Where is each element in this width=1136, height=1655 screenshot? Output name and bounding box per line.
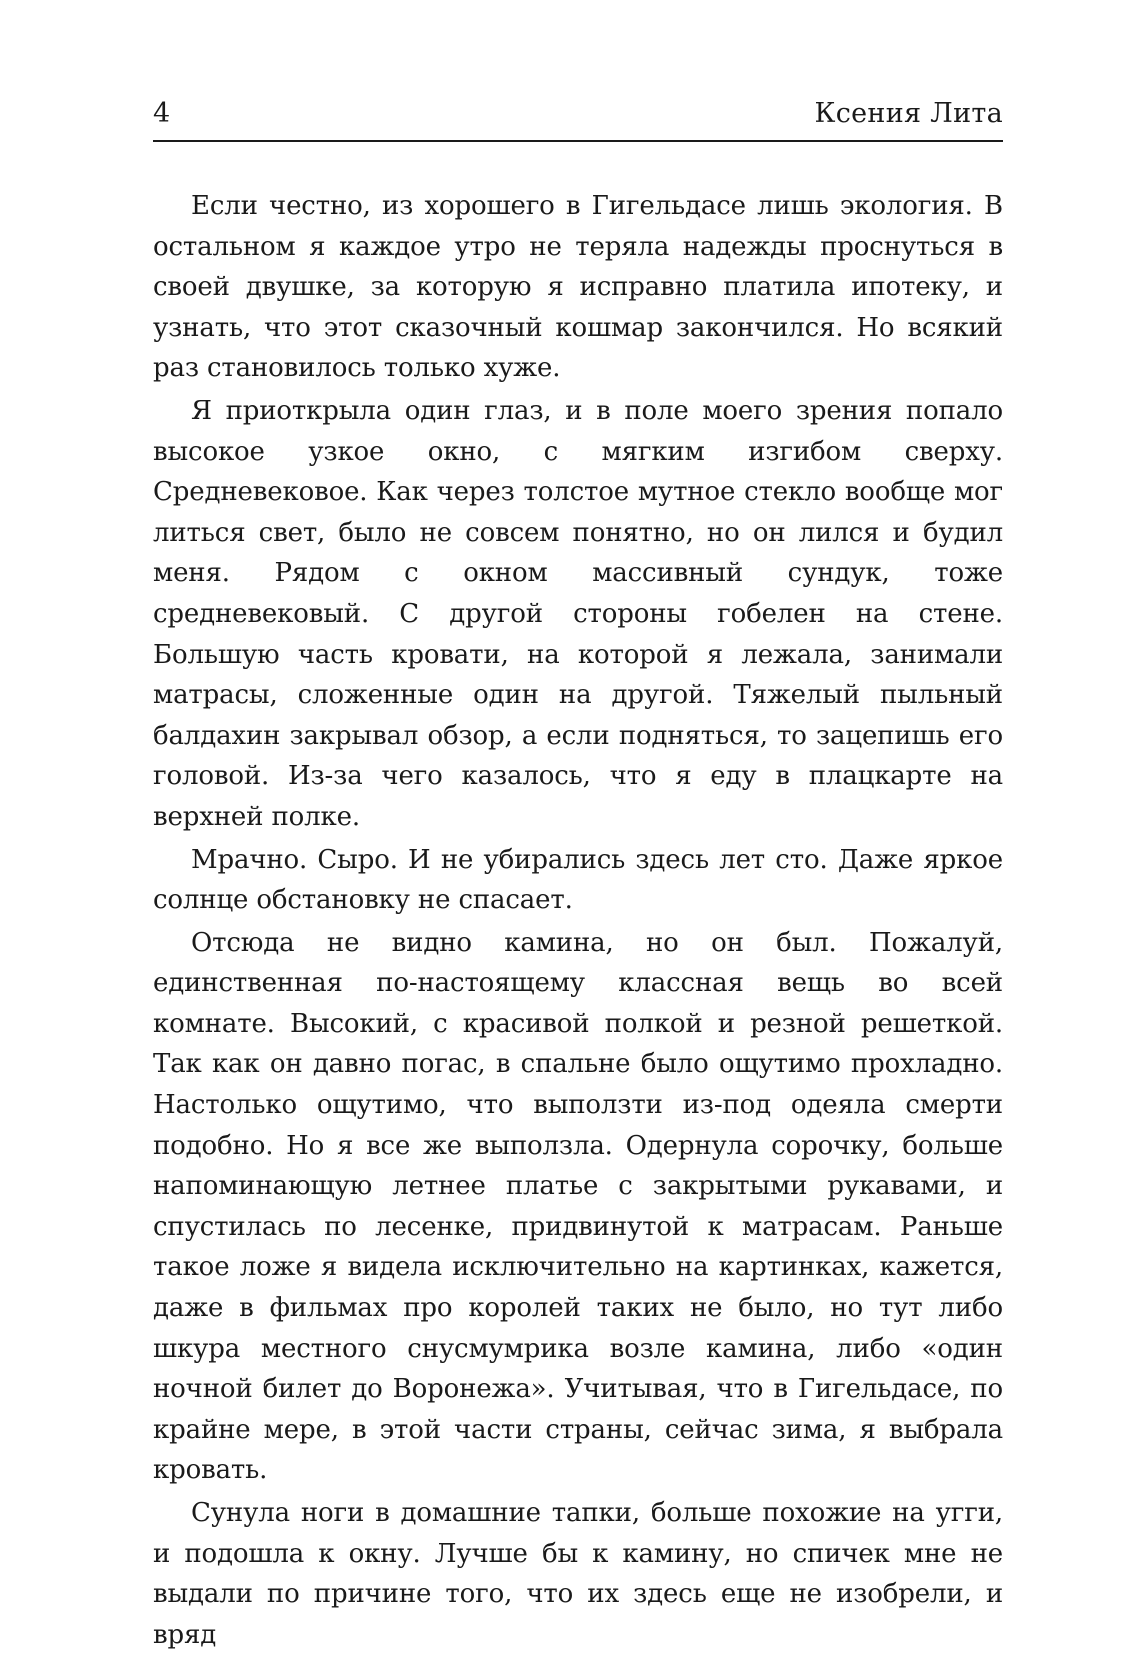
running-head xyxy=(153,96,1003,142)
paragraph-4: Отсюда не видно камина, но он был. Пожалуй, единственная по-настоящему классная вещь во всей комнате. Высокий, с красивой полкой и резной решеткой. Так как он давно погас, в спальне было ощутимо прохладно. Настолько ощутимо, что выползти из-под одеяла смерти подобно. Но я все же выползла. Одернула сорочку, больше напоминающую летнее платье с закрытыми рукавами, и спустилась по лесенке, придвинутой к матрасам. Раньше такое ложе я видела исключительно на картинках, кажется, даже в фильмах про королей таких не было, но тут либо шкура местного снусмумрика возле камина, либо «один ночной билет до Воронежа». Учитывая, что в Гигельдасе, по крайне мере, в этой части страны, сейчас зима, я выбрала кровать. xyxy=(153,927,1003,1486)
paragraph-1: Если честно, из хорошего в Гигельдасе лишь экология. В остальном я каждое утро не теряла надежды проснуться в своей двушке, за которую я исправно платила ипотеку, и узнать, что этот сказочный кошмар закончился. Но всякий раз становилось только хуже. xyxy=(153,191,1003,384)
paragraph-5: Сунула ноги в домашние тапки, больше похожие на угги, и подошла к окну. Лучше бы к камину, но спичек мне не выдали по причине того, что их здесь еще не изобрели, и вряд xyxy=(153,1498,1003,1650)
body-text xyxy=(153,186,1003,1655)
page-number: 4 xyxy=(153,98,171,129)
paragraph-3: Мрачно. Сыро. И не убирались здесь лет сто. Даже яркое солнце обстановку не спасает. xyxy=(153,844,1003,916)
running-head-author: Ксения Лита xyxy=(814,98,1003,129)
paragraph-2: Я приоткрыла один глаз, и в поле моего зрения попало высокое узкое окно, с мягким изгибом сверху. Средневековое. Как через толстое мутное стекло вообще мог литься свет, было не совсем понятно, но он лился и будил меня. Рядом с окном массивный сундук, тоже средневековый. С другой стороны гобелен на стене. Большую часть кровати, на которой я лежала, занимали матрасы, сложенные один на другой. Тяжелый пыльный балдахин закрывал обзор, а если подняться, то зацепишь его головой. Из-за чего казалось, что я еду в плацкарте на верхней полке. xyxy=(153,395,1003,832)
